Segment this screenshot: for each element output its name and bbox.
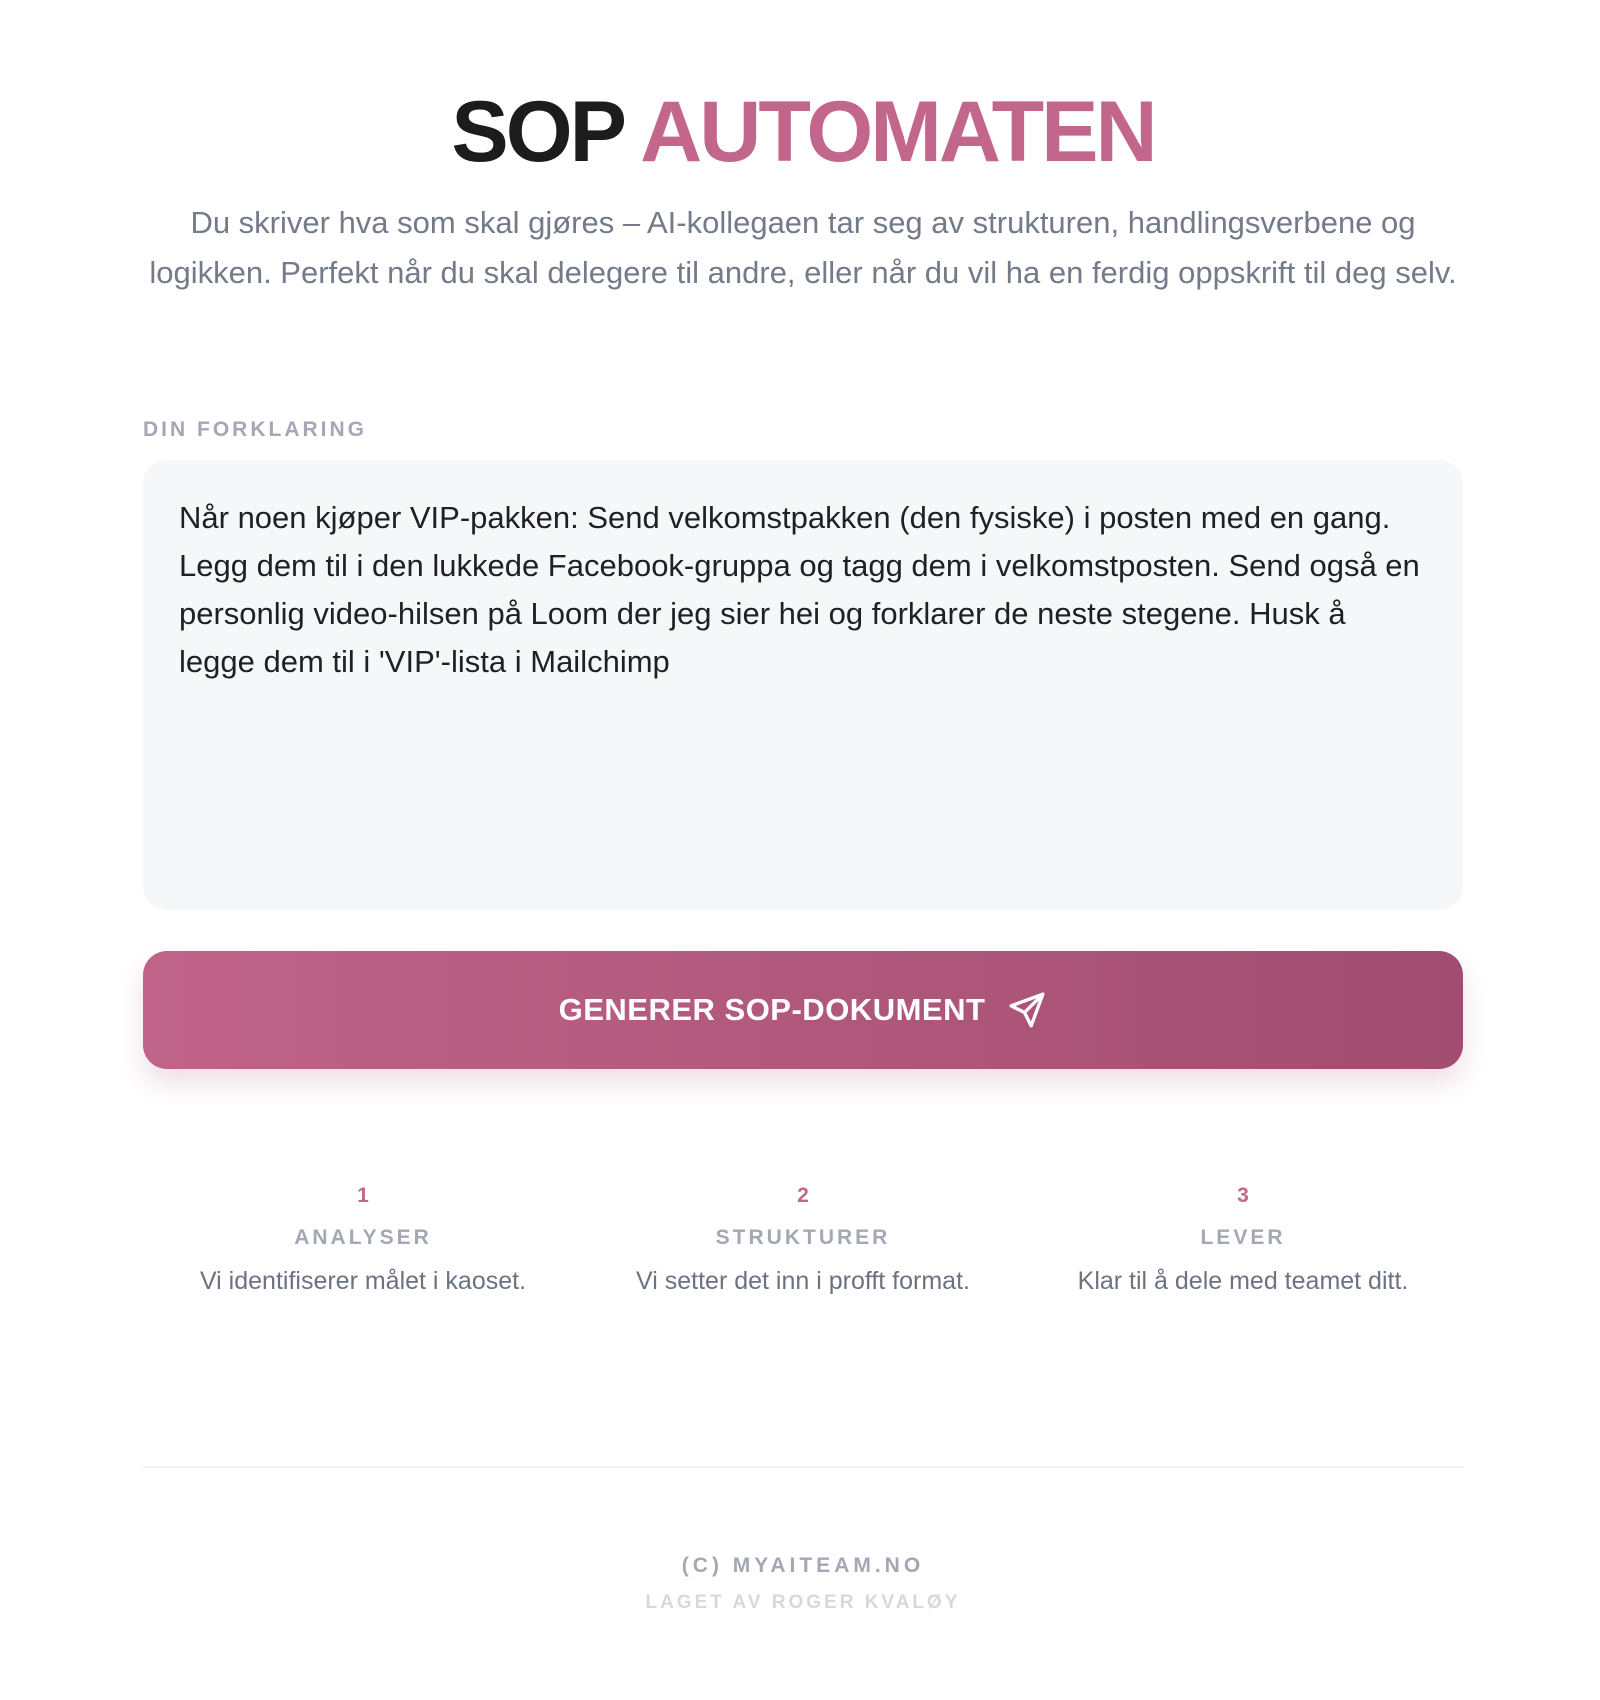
step-description: Vi setter det inn i profft format. [636,1267,970,1295]
page-subtitle: Du skriver hva som skal gjøres – AI-kollegaen tar seg av strukturen, handlingsverbene og logikken. Perfekt når du skal delegere til andre, eller når du vil ha en ferdig oppskrift til deg selv. [149,205,1457,290]
footer-divider [143,1466,1463,1468]
page-title [143,82,1463,182]
step-lever [1023,1180,1463,1298]
step-number: 3 [1237,1184,1249,1207]
step-title: STRUKTURER [715,1226,891,1249]
step-number: 2 [797,1184,809,1207]
step-description: Klar til å dele med teamet ditt. [1077,1267,1409,1295]
explanation-label: DIN FORKLARING [143,418,367,441]
title-automaten: AUTOMATEN [640,84,1155,180]
footer-author: LAGET AV ROGER KVALØY [645,1592,961,1613]
footer-copyright: (C) MYAITEAM.NO [681,1554,925,1577]
generate-sop-button-label: GENERER SOP-DOKUMENT [558,992,986,1027]
process-steps [143,1180,1463,1298]
step-title: LEVER [1200,1226,1286,1249]
step-analyser [143,1180,583,1298]
explanation-textarea[interactable] [143,460,1463,910]
step-title: ANALYSER [294,1226,432,1249]
step-number: 1 [357,1184,369,1207]
step-description: Vi identifiserer målet i kaoset. [199,1267,527,1295]
send-icon [1007,990,1047,1030]
generate-sop-button[interactable] [143,951,1463,1069]
title-sop: SOP [451,84,623,180]
step-strukturer [583,1180,1023,1298]
